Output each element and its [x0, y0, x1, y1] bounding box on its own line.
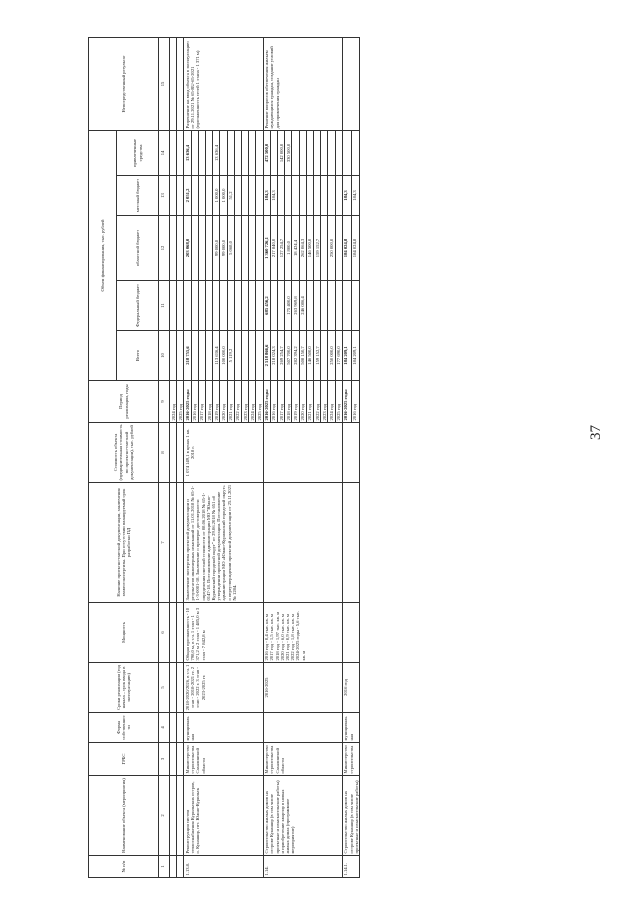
cell-grbs: Министерство строительства Сахалинской области	[263, 743, 342, 776]
funding-table	[88, 37, 360, 878]
col-number: 4	[159, 713, 170, 743]
amount-total: 508 150,7	[299, 331, 306, 381]
amount-oth: 142 000,0	[278, 130, 285, 175]
cell-cost: 1 074 149,1 в ценах 1 кв. 2018 г.	[184, 423, 263, 483]
header-other: привлеченные средства	[117, 130, 159, 175]
amount-oth	[342, 130, 351, 175]
cell-capacity: 2016 год - 0,4 тыс. кв. м 2017 год - 1,5 тыс. кв. м 2018 год - 1,97 тыс. кв. м 2020 год - 6,0 тыс. кв. м 2021 год - 0,9 тыс. кв. м 2022 год - 1,8 тыс. кв. м 2024-2025 годы - 5,6 тыс. кв. м	[263, 603, 342, 663]
col-number: 6	[159, 603, 170, 663]
period-cell: 2019 год	[213, 381, 220, 423]
amount-fed: 246 086,4	[299, 281, 306, 331]
cell-terms: 2016-2025	[263, 663, 342, 713]
period-cell: 2016 год	[351, 381, 360, 423]
amount-fed	[234, 281, 241, 331]
amount-fed	[220, 281, 227, 331]
period-cell: 2020 год	[220, 381, 227, 423]
amount-total	[321, 331, 328, 381]
period-cell: 2025 год	[177, 381, 184, 423]
amount-loc: 184,3	[270, 176, 277, 216]
cell-num: 1.14.1.	[342, 856, 360, 878]
amount-fed: 263 969,8	[292, 281, 299, 331]
amount-reg	[249, 216, 256, 281]
amount-oth	[321, 130, 328, 175]
period-cell: 2016-2025 годы	[263, 381, 270, 423]
table-body	[170, 37, 184, 877]
amount-reg: 184 024,8	[342, 216, 351, 281]
amount-total: 250 000,0	[328, 331, 335, 381]
period-cell: 2021 год	[306, 381, 313, 423]
cell-form	[263, 713, 342, 743]
amount-fed: 175 400,0	[285, 281, 292, 331]
page-number: 37	[588, 425, 604, 440]
amount-reg: 99 000,0	[213, 216, 220, 281]
rotated-table-container	[88, 38, 566, 878]
amount-oth: 13 636,4	[213, 130, 220, 175]
section-1-14-1	[342, 37, 360, 877]
amount-loc: 184,3	[263, 176, 270, 216]
amount-reg: 262 064,3	[299, 216, 306, 281]
col-number: 13	[159, 176, 170, 216]
period-cell: 2016 год	[191, 381, 198, 423]
amount-fed	[278, 281, 285, 331]
amount-fed: 685 456,2	[263, 281, 270, 331]
header-regional: областной бюджет	[117, 216, 159, 281]
period-cell: 2024 год	[170, 381, 177, 423]
col-number: 5	[159, 663, 170, 713]
amount-oth	[292, 130, 299, 175]
amount-oth	[220, 130, 227, 175]
amount-total	[256, 331, 263, 381]
amount-loc: 1 000,0	[213, 176, 220, 216]
cell-num: 1.13.8.	[184, 856, 263, 878]
cell-grbs: Министерство строительства	[342, 743, 360, 776]
header-grbs: ГРБС	[89, 743, 159, 776]
amount-oth	[249, 130, 256, 175]
amount-oth: 472 500,0	[263, 130, 270, 175]
amount-fed	[198, 281, 205, 331]
cell-capacity: Общая протяженность - 10 798,0 м, в т.ч. 1 этап - 1 371,2 м 2 этап - 1 485,0 м 3 этап - 7 842,8 м	[184, 603, 263, 663]
table-row	[263, 37, 270, 877]
period-cell: 2023 год	[321, 381, 328, 423]
amount-oth	[299, 130, 306, 175]
amount-loc	[242, 176, 249, 216]
amount-loc	[306, 176, 313, 216]
amount-fed	[206, 281, 213, 331]
amount-total: 184 209,1	[342, 331, 351, 381]
period-cell: 2025 год	[335, 381, 342, 423]
amount-total	[191, 331, 198, 381]
cell-cost	[342, 423, 360, 483]
header-local: местный бюджет	[117, 176, 159, 216]
amount-loc	[191, 176, 198, 216]
amount-loc	[299, 176, 306, 216]
amount-loc: 2 051,2	[184, 176, 191, 216]
header-result: Непосредственный результат	[89, 37, 159, 130]
amount-reg: 250 000,0	[328, 216, 335, 281]
amount-oth	[314, 130, 321, 175]
amount-oth	[198, 130, 205, 175]
amount-fed	[306, 281, 313, 331]
col-number: 9	[159, 381, 170, 423]
amount-reg: 99 000,0	[220, 216, 227, 281]
amount-loc: 184,3	[351, 176, 360, 216]
table-row	[342, 37, 351, 877]
header-total: Всего	[117, 331, 159, 381]
amount-loc	[321, 176, 328, 216]
cell-psd: Заключение экспертизы проектной документации и результатов инженерных изысканий от 11.01.2018 № 65-1-1-3-0001-18. Заключение о проверке достоверности определения сметной стоимости от 08.06.2018 № 65-1-0147-18. Постановление администрации МО "Южно-Курильский городской округ" от 29.06.2018 № 651 об утверждении проектной документации. Постановление администрации МО «Южно-Курильский городской округ» о переутверждении проектной документации от 25.11.2021 № 1284.	[184, 483, 263, 603]
cell-result	[342, 37, 360, 130]
cell-result: Разрешение на ввод объекта в эксплуатацию от 29.11.2021 № 65-RU-65-2021 (протяженность сетей 1 этапа - 1 371 м)	[184, 37, 263, 130]
col-number: 14	[159, 130, 170, 175]
cell-psd	[342, 483, 360, 603]
cell-cost	[263, 423, 342, 483]
amount-loc	[285, 176, 292, 216]
amount-total: 5 119,2	[227, 331, 234, 381]
cell-capacity	[342, 603, 360, 663]
amount-total	[234, 331, 241, 381]
amount-reg: 127 254,7	[278, 216, 285, 281]
period-cell: 2025 год	[256, 381, 263, 423]
amount-loc	[198, 176, 205, 216]
amount-loc	[206, 176, 213, 216]
amount-total: 2 518 866,6	[263, 331, 270, 381]
header-capacity: Мощность	[89, 603, 159, 663]
header-psd: Наличие проектно-сметной документации, заключения главгосэкспертизы. При отсутствии планируемый срок разработки ПД	[89, 483, 159, 603]
amount-fed	[249, 281, 256, 331]
amount-fed	[335, 281, 342, 331]
period-cell: 2018 год	[285, 381, 292, 423]
amount-reg: 184 024,8	[351, 216, 360, 281]
amount-oth	[306, 130, 313, 175]
period-cell: 2017 год	[198, 381, 205, 423]
amount-reg	[242, 216, 249, 281]
amount-reg	[191, 216, 198, 281]
amount-reg: 1 360 726,1	[263, 216, 270, 281]
amount-loc: 51,2	[227, 176, 234, 216]
cell-terms: 2016 год	[342, 663, 360, 713]
header-period: Период реализации, годы	[89, 381, 159, 423]
section-1-13-8	[184, 37, 263, 877]
amount-reg: 203 068,0	[184, 216, 191, 281]
col-number: 10	[159, 331, 170, 381]
amount-total	[242, 331, 249, 381]
amount-fed	[314, 281, 321, 331]
amount-loc: 1 000,0	[220, 176, 227, 216]
period-cell: 2017 год	[278, 381, 285, 423]
amount-total: 507 700,0	[285, 331, 292, 381]
amount-reg	[234, 216, 241, 281]
amount-total: 282 394,2	[292, 331, 299, 381]
amount-reg	[206, 216, 213, 281]
amount-loc	[328, 176, 335, 216]
cell-result: Решение вопросов обеспечения жильем нуждающихся граждан, создание условий для привлечения граждан	[263, 37, 342, 130]
amount-oth	[227, 130, 234, 175]
amount-loc	[292, 176, 299, 216]
amount-fed	[227, 281, 234, 331]
amount-oth	[191, 130, 198, 175]
amount-oth	[242, 130, 249, 175]
amount-fed	[256, 281, 263, 331]
period-cell: 2022 год	[314, 381, 321, 423]
amount-total: 218 024,3	[270, 331, 277, 381]
amount-reg	[335, 216, 342, 281]
period-cell: 2024 год	[328, 381, 335, 423]
amount-total	[249, 331, 256, 381]
amount-oth	[270, 130, 277, 175]
amount-reg: 146 500,0	[306, 216, 313, 281]
cell-num: 1.14.	[263, 856, 342, 878]
col-number: 1	[159, 856, 170, 878]
period-cell: 2023 год	[242, 381, 249, 423]
amount-reg: 217 840,0	[270, 216, 277, 281]
cell-name: Строительство жилых домов на острове Кунашир (в том числе проектные и изыскательские работы)	[342, 776, 360, 856]
amount-oth	[335, 130, 342, 175]
amount-reg	[256, 216, 263, 281]
amount-oth: 330 500,0	[285, 130, 292, 175]
col-number: 7	[159, 483, 170, 603]
amount-fed	[328, 281, 335, 331]
amount-oth	[328, 130, 335, 175]
amount-total: 113 636,4	[213, 331, 220, 381]
amount-total	[206, 331, 213, 381]
amount-oth	[256, 130, 263, 175]
col-number: 3	[159, 743, 170, 776]
amount-reg: 159 152,7	[314, 216, 321, 281]
col-number: 8	[159, 423, 170, 483]
amount-oth: 13 636,4	[184, 130, 191, 175]
cell-form: муниципальная	[184, 713, 263, 743]
amount-reg: 18 424,4	[292, 216, 299, 281]
period-cell: 2016-2025 годы	[184, 381, 191, 423]
amount-fed	[184, 281, 191, 331]
cell-name: Реконструкция систем теплоснабжения Курильских остров, о. Кунашир, пгт. Южно-Курильск	[184, 776, 263, 856]
col-number: 12	[159, 216, 170, 281]
amount-fed	[270, 281, 277, 331]
amount-oth	[206, 130, 213, 175]
period-cell: 2022 год	[234, 381, 241, 423]
header-name: Наименование объекта (мероприятия)	[89, 776, 159, 856]
period-cell: 2020 год	[299, 381, 306, 423]
col-number: 15	[159, 37, 170, 130]
amount-loc	[249, 176, 256, 216]
col-number: 2	[159, 776, 170, 856]
amount-fed	[351, 281, 360, 331]
amount-total: 159 152,7	[314, 331, 321, 381]
amount-total	[198, 331, 205, 381]
amount-total: 146 500,0	[306, 331, 313, 381]
amount-reg: 1 800,0	[285, 216, 292, 281]
table-row	[177, 37, 184, 877]
amount-fed	[342, 281, 351, 331]
table-header	[89, 37, 170, 877]
amount-oth	[234, 130, 241, 175]
header-funding: Объем финансирования, тыс. рублей	[89, 130, 117, 380]
cell-psd	[263, 483, 342, 603]
amount-reg	[198, 216, 205, 281]
amount-loc	[335, 176, 342, 216]
header-terms: Сроки реализации (год начала – срок ввода в эксплуатацию)	[89, 663, 159, 713]
amount-total: 269 254,7	[278, 331, 285, 381]
amount-fed	[191, 281, 198, 331]
section-1-14	[263, 37, 342, 877]
amount-fed	[213, 281, 220, 331]
header-cost: Стоимость объекта (предварительная стоимость по проектно-сметной документации), тыс. рублей	[89, 423, 159, 483]
cell-form: муниципальная	[342, 713, 360, 743]
cell-grbs: Министерство строительства Сахалинской области	[184, 743, 263, 776]
amount-fed	[321, 281, 328, 331]
header-num: № п/п	[89, 856, 159, 878]
table-row	[184, 37, 191, 877]
cell-terms: 2018-2020/2026, в т.ч. 1 этап - 2018-2021 гг. 2 этап - 2022 г. 3 этап - 2023-2025 гг.	[184, 663, 263, 713]
amount-reg: 5 068,0	[227, 216, 234, 281]
amount-reg	[321, 216, 328, 281]
period-cell: 2018 год	[206, 381, 213, 423]
amount-total: 184 209,1	[351, 331, 360, 381]
amount-loc	[256, 176, 263, 216]
amount-loc	[234, 176, 241, 216]
amount-loc	[314, 176, 321, 216]
period-cell: 2024 год	[249, 381, 256, 423]
amount-total: 177 690,0	[335, 331, 342, 381]
period-cell: 2021 год	[227, 381, 234, 423]
amount-oth	[351, 130, 360, 175]
period-cell: 2019 год	[292, 381, 299, 423]
amount-total: 100 000,0	[220, 331, 227, 381]
period-cell: 2016 год	[270, 381, 277, 423]
amount-loc: 184,3	[342, 176, 351, 216]
amount-total: 218 755,6	[184, 331, 191, 381]
cell-name: Строительство жилых домов на острове Кунашир (в том числе проектные и изыскательские работы) и приобретение квартир в новых жилых домах (программное мероприятие)	[263, 776, 342, 856]
table-row	[170, 37, 177, 877]
amount-loc	[278, 176, 285, 216]
amount-fed	[242, 281, 249, 331]
period-cell: 2016-2025 годы	[342, 381, 351, 423]
header-federal: Федеральный бюджет	[117, 281, 159, 331]
header-form: Форма собственности	[89, 713, 159, 743]
col-number: 11	[159, 281, 170, 331]
